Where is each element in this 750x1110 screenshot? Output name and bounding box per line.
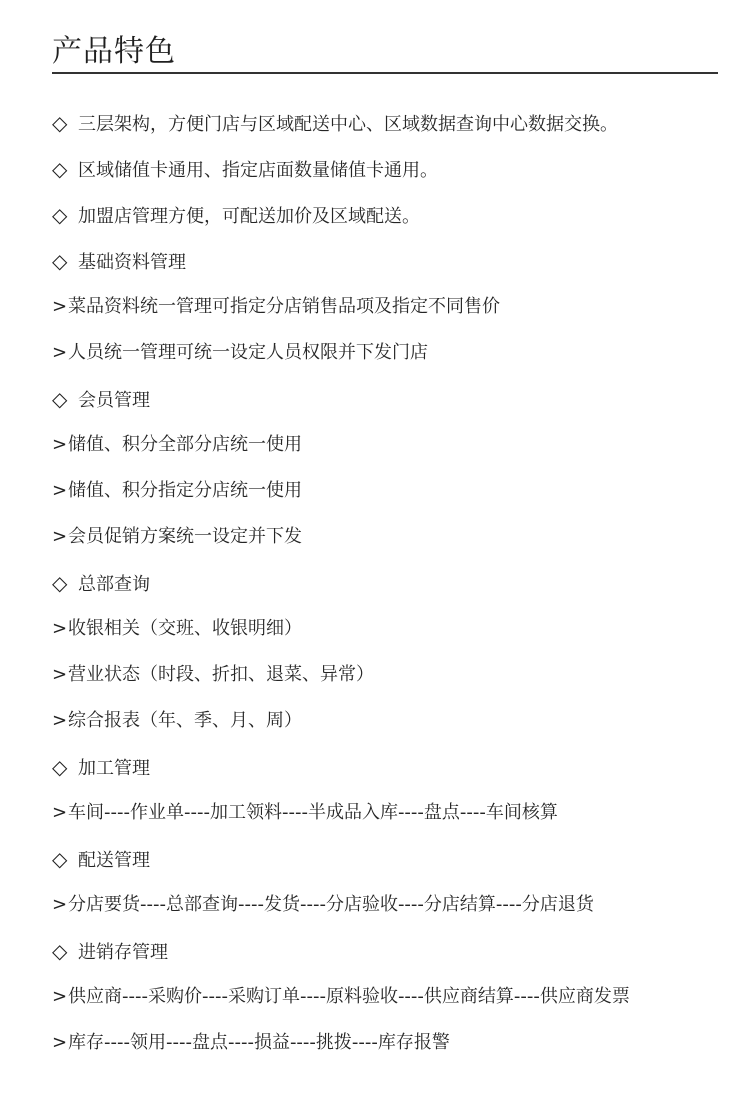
feature-text: 储值、积分指定分店统一使用: [68, 480, 302, 501]
feature-text: 收银相关（交班、收银明细）: [68, 618, 302, 639]
feature-text: 综合报表（年、季、月、周）: [68, 710, 302, 731]
diamond-icon: ◇: [52, 755, 68, 779]
diamond-icon: ◇: [52, 249, 68, 273]
feature-line-12: [52, 606, 722, 652]
feature-text: 储值、积分全部分店统一使用: [68, 434, 302, 455]
diamond-icon: ◇: [52, 387, 68, 411]
feature-line-19: [52, 928, 722, 974]
chevron-right-icon: >: [52, 802, 68, 823]
chevron-right-icon: >: [52, 618, 68, 639]
feature-line-18: [52, 882, 722, 928]
diamond-icon: ◇: [52, 111, 68, 135]
feature-text: 会员促销方案统一设定并下发: [68, 526, 302, 547]
chevron-right-icon: >: [52, 710, 68, 731]
diamond-icon: ◇: [52, 939, 68, 963]
section-header: [52, 30, 718, 74]
diamond-icon: ◇: [52, 571, 68, 595]
feature-text: 配送管理: [78, 850, 150, 871]
feature-line-5: [52, 284, 722, 330]
diamond-icon: ◇: [52, 203, 68, 227]
feature-line-6: [52, 330, 722, 376]
feature-line-17: [52, 836, 722, 882]
feature-text: 人员统一管理可统一设定人员权限并下发门店: [68, 342, 428, 363]
chevron-right-icon: >: [52, 1032, 68, 1053]
feature-text: 会员管理: [78, 390, 150, 411]
page-title: 产品特色: [52, 34, 176, 69]
feature-line-2: [52, 146, 722, 192]
chevron-right-icon: >: [52, 480, 68, 501]
feature-text: 总部查询: [78, 574, 150, 595]
feature-line-20: [52, 974, 722, 1020]
diamond-icon: ◇: [52, 157, 68, 181]
feature-text: 库存----领用----盘点----损益----挑拨----库存报警: [68, 1032, 450, 1053]
feature-line-11: [52, 560, 722, 606]
feature-text: 加盟店管理方便，可配送加价及区域配送。: [78, 206, 420, 227]
feature-text: 三层架构，方便门店与区域配送中心、区域数据查询中心数据交换。: [78, 114, 618, 135]
feature-text: 加工管理: [78, 758, 150, 779]
feature-list: [52, 100, 722, 1066]
chevron-right-icon: >: [52, 894, 68, 915]
feature-text: 基础资料管理: [78, 252, 186, 273]
diamond-icon: ◇: [52, 847, 68, 871]
feature-line-21: [52, 1020, 722, 1066]
chevron-right-icon: >: [52, 986, 68, 1007]
feature-line-1: [52, 100, 722, 146]
feature-text: 进销存管理: [78, 942, 168, 963]
feature-text: 供应商----采购价----采购订单----原料验收----供应商结算----供应商发票: [68, 986, 630, 1007]
feature-text: 营业状态（时段、折扣、退菜、异常）: [68, 664, 374, 685]
feature-line-3: [52, 192, 722, 238]
chevron-right-icon: >: [52, 434, 68, 455]
feature-text: 区域储值卡通用、指定店面数量储值卡通用。: [78, 160, 438, 181]
feature-line-13: [52, 652, 722, 698]
feature-line-15: [52, 744, 722, 790]
feature-line-4: [52, 238, 722, 284]
chevron-right-icon: >: [52, 526, 68, 547]
chevron-right-icon: >: [52, 664, 68, 685]
feature-line-10: [52, 514, 722, 560]
feature-line-8: [52, 422, 722, 468]
feature-text: 菜品资料统一管理可指定分店销售品项及指定不同售价: [68, 296, 500, 317]
feature-line-9: [52, 468, 722, 514]
feature-text: 分店要货----总部查询----发货----分店验收----分店结算----分店退货: [68, 894, 594, 915]
feature-line-7: [52, 376, 722, 422]
feature-line-16: [52, 790, 722, 836]
feature-text: 车间----作业单----加工领料----半成品入库----盘点----车间核算: [68, 802, 558, 823]
chevron-right-icon: >: [52, 296, 68, 317]
chevron-right-icon: >: [52, 342, 68, 363]
feature-line-14: [52, 698, 722, 744]
